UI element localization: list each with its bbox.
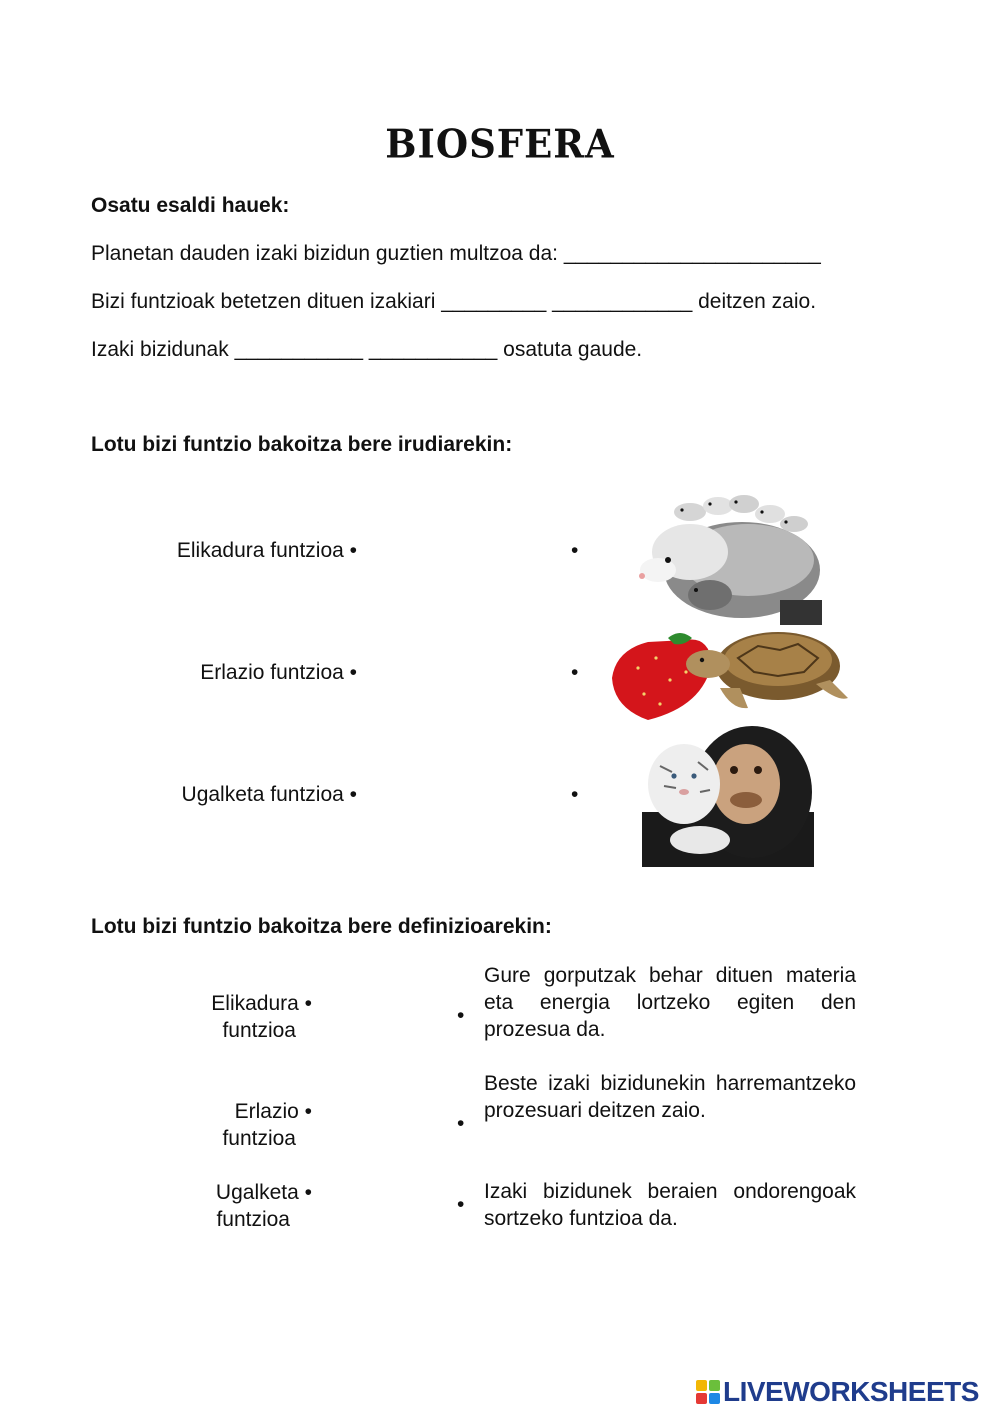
fill-sentence-3[interactable]: Izaki bizidunak ___________ ___________ osatuta gaude.: [91, 338, 643, 361]
match-image-item-ugalketa[interactable]: Ugalketa funtzioa •: [181, 783, 357, 806]
fill-sentence-2[interactable]: Bizi funtzioak betetzen dituen izakiari _________ ____________ deitzen zaio.: [91, 290, 817, 313]
definition-label-line2: funtzioa: [222, 1019, 296, 1042]
section2-heading: Lotu bizi funtzio bakoitza bere irudiarekin:: [91, 433, 513, 456]
liveworksheets-logo-icon: [696, 1380, 720, 1404]
definition-text-elikadura: Gure gorputzak behar dituen materia eta energia lortzeko egiten den prozesua da.: [484, 964, 856, 1041]
match-dot-right-2[interactable]: •: [571, 661, 579, 684]
definition-label-line1: Elikadura •: [211, 992, 312, 1015]
opossum-with-babies-image: [630, 490, 830, 625]
definition-match-item-elikadura[interactable]: [211, 990, 312, 1044]
definition-dot-3[interactable]: •: [457, 1193, 465, 1216]
definition-match-item-erlazio[interactable]: [222, 1098, 312, 1152]
chimpanzee-hugging-white-tiger-cub-image: [642, 722, 814, 867]
definition-label-line1: Erlazio •: [234, 1100, 312, 1123]
liveworksheets-brand-text: LIVEWORKSHEETS: [723, 1376, 979, 1407]
definition-label-line2: funtzioa: [222, 1127, 296, 1150]
page-title: BIOSFERA: [385, 120, 615, 168]
turtle-eating-strawberry-image: [608, 628, 853, 723]
match-image-item-erlazio[interactable]: Erlazio funtzioa •: [200, 661, 357, 684]
match-dot-right-3[interactable]: •: [571, 783, 579, 806]
definition-label-line2: funtzioa: [216, 1208, 290, 1231]
definition-dot-1[interactable]: •: [457, 1004, 465, 1027]
section3-heading: Lotu bizi funtzio bakoitza bere definizioarekin:: [91, 915, 552, 938]
fill-sentence-1[interactable]: Planetan dauden izaki bizidun guztien multzoa da: ______________________: [91, 242, 821, 265]
definition-dot-2[interactable]: •: [457, 1112, 465, 1135]
match-image-item-elikadura[interactable]: Elikadura funtzioa •: [176, 539, 357, 562]
definition-text-erlazio: Beste izaki bizidunekin harremantzeko prozesuari deitzen zaio.: [484, 1072, 856, 1122]
match-dot-right-1[interactable]: •: [571, 539, 579, 562]
liveworksheets-logo: [696, 1376, 979, 1408]
section1-heading: Osatu esaldi hauek:: [91, 194, 290, 217]
definition-text-ugalketa: Izaki bizidunek beraien ondorengoak sortzeko funtzioa da.: [484, 1180, 856, 1230]
definition-match-item-ugalketa[interactable]: [216, 1179, 312, 1233]
definition-label-line1: Ugalketa •: [215, 1181, 312, 1204]
